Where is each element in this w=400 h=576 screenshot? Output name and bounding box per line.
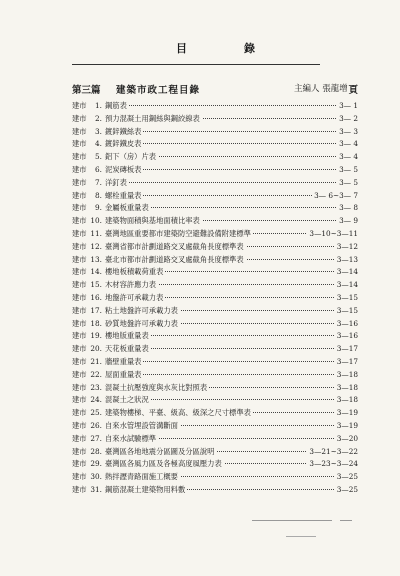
entry-title: 木材容許應力表 (105, 279, 158, 292)
entry-prefix: 建市 (72, 280, 87, 290)
entry-prefix: 建市 (72, 459, 87, 469)
toc-entry[interactable] (72, 394, 358, 407)
footer-rule-short (340, 520, 352, 521)
entry-prefix: 建市 (72, 152, 87, 162)
toc-entry[interactable] (72, 330, 358, 343)
entry-prefix: 建市 (72, 331, 87, 341)
toc-entry[interactable] (72, 446, 358, 459)
entry-title: 鍍鋅鐵絲表 (105, 126, 143, 139)
entry-prefix: 建市 (72, 164, 87, 174)
entry-number: 4. (95, 139, 102, 149)
entry-page: 3— 5 (337, 164, 358, 177)
entry-number: 31. (90, 484, 102, 494)
section-title: 建築市政工程目錄 (116, 85, 201, 96)
toc-entry[interactable] (72, 126, 358, 139)
entry-page: 3— 3 (337, 126, 358, 139)
entry-prefix: 建市 (72, 420, 87, 430)
entry-number: 16. (90, 292, 102, 302)
entry-prefix: 建市 (72, 472, 87, 482)
entry-title: 砂質地盤許可承載力表 (105, 318, 180, 331)
entry-number: 20. (90, 344, 102, 354)
entry-number: 11. (90, 228, 102, 238)
toc-entry[interactable] (72, 318, 358, 331)
entry-title: 鋼筋表 (105, 100, 129, 113)
toc-entry[interactable] (72, 228, 358, 241)
entry-page: 3—15 (335, 305, 358, 318)
entry-title: 金屬板重量表 (105, 202, 151, 215)
entry-page: 3—18 (335, 394, 358, 407)
entry-title: 鍍鋅鐵皮表 (105, 138, 143, 151)
toc-entry[interactable] (72, 177, 358, 190)
entry-number: 7. (95, 177, 102, 187)
toc-entry[interactable] (72, 202, 358, 215)
entry-prefix: 建市 (72, 241, 87, 251)
entry-number: 12. (90, 241, 102, 251)
entry-title: 鋼筋混凝土建築物用料數 (105, 484, 187, 497)
toc-entry[interactable] (72, 369, 358, 382)
dot-leader (105, 182, 340, 183)
toc-entry[interactable] (72, 382, 358, 395)
entry-number: 22. (90, 369, 102, 379)
header-divider (72, 64, 320, 65)
entry-prefix: 建市 (72, 254, 87, 264)
toc-entry[interactable] (72, 292, 358, 305)
entry-title: 混凝土抗壓強度與水灰比對照表 (105, 382, 209, 395)
entry-prefix: 建市 (72, 126, 87, 136)
toc-entry[interactable] (72, 471, 358, 484)
toc-entry[interactable] (72, 407, 358, 420)
entry-page: 3— 8 (337, 202, 358, 215)
entry-page: 3—12 (335, 241, 358, 254)
entry-number: 24. (90, 395, 102, 405)
toc-entry[interactable] (72, 254, 358, 267)
toc-entry[interactable] (72, 484, 358, 497)
toc-header (0, 40, 400, 60)
entry-number: 2. (95, 113, 102, 123)
entry-number: 13. (90, 254, 102, 264)
entry-number: 25. (90, 408, 102, 418)
entry-page: 3—25 (335, 484, 358, 497)
entry-prefix: 建市 (72, 203, 87, 213)
entry-prefix: 建市 (72, 190, 87, 200)
entry-title: 泥炭磚板表 (105, 164, 143, 177)
entry-title: 屋面重量表 (105, 369, 143, 382)
entry-number: 19. (90, 331, 102, 341)
entry-page: 3—18 (335, 369, 358, 382)
toc-entry[interactable] (72, 356, 358, 369)
entry-prefix: 建市 (72, 292, 87, 302)
entry-prefix: 建市 (72, 177, 87, 187)
entry-page: 3—20 (335, 433, 358, 446)
entry-number: 28. (90, 446, 102, 456)
entry-title: 樓地板積載荷重表 (105, 266, 165, 279)
toc-entry[interactable] (72, 266, 358, 279)
toc-entry[interactable] (72, 190, 358, 203)
toc-entry[interactable] (72, 113, 358, 126)
entry-title: 臺灣省都市計劃道路交叉處截角長度標準表 (105, 241, 246, 254)
entry-title: 樓地版重量表 (105, 330, 151, 343)
entry-page: 3— 9 (337, 215, 358, 228)
section-page-label: 頁 (348, 85, 358, 96)
entry-title: 臺北市都市計劃道路交叉處截角長度標準表 (105, 254, 246, 267)
entry-number: 18. (90, 318, 102, 328)
entry-title: 自來水試驗標準 (105, 433, 158, 446)
entry-title: 混凝土之狀況 (105, 394, 151, 407)
entry-prefix: 建市 (72, 318, 87, 328)
entry-prefix: 建市 (72, 305, 87, 315)
toc-entry[interactable] (72, 215, 358, 228)
entry-page: 3— 4 (337, 151, 358, 164)
entry-prefix: 建市 (72, 408, 87, 418)
toc-entry[interactable] (72, 433, 358, 446)
entry-number: 15. (90, 280, 102, 290)
entry-page: 3—10~3—11 (307, 228, 358, 241)
header-char-1: 目 (176, 42, 187, 55)
entry-title: 洋釘表 (105, 177, 129, 190)
entry-number: 6. (95, 164, 102, 174)
entry-page: 3— 5 (337, 177, 358, 190)
toc-entry[interactable] (72, 164, 358, 177)
entry-title: 天花板重量表 (105, 343, 151, 356)
entry-number: 3. (95, 126, 102, 136)
entry-prefix: 建市 (72, 382, 87, 392)
entry-page: 3—16 (335, 318, 358, 331)
entry-page: 3—14 (335, 266, 358, 279)
entry-page: 3—21~3—22 (307, 446, 358, 459)
toc-entry[interactable] (72, 138, 358, 151)
entry-prefix: 建市 (72, 446, 87, 456)
entry-number: 27. (90, 433, 102, 443)
section-heading (72, 82, 358, 98)
entry-page: 3—25 (335, 471, 358, 484)
entry-page: 3—18 (335, 382, 358, 395)
entry-number: 17. (90, 305, 102, 315)
entry-title: 牆壁重量表 (105, 356, 143, 369)
section-number: 第三篇 (72, 85, 101, 96)
footer-rule-lower (286, 536, 316, 537)
entry-number: 14. (90, 267, 102, 277)
toc-entry[interactable] (72, 343, 358, 356)
entry-number: 23. (90, 382, 102, 392)
entry-title: 粘土地盤許可承載力表 (105, 305, 180, 318)
entry-page: 3—14 (335, 279, 358, 292)
entry-page: 3— 4 (337, 138, 358, 151)
entry-title: 建築物樓梯、平臺、級高、級深之尺寸標準表 (105, 407, 253, 420)
entry-prefix: 建市 (72, 101, 87, 110)
entry-page: 3—19 (335, 407, 358, 420)
toc-entry[interactable] (72, 100, 358, 113)
entry-number: 8. (95, 190, 102, 200)
section-editor: 主編人 張龍增 (294, 84, 348, 94)
entry-title: 預力混凝土用鋼絲與鋼絞線表 (105, 113, 202, 126)
toc-entry[interactable] (72, 151, 358, 164)
entry-page: 3—19 (335, 420, 358, 433)
entry-number: 30. (90, 472, 102, 482)
entry-prefix: 建市 (72, 433, 87, 443)
entry-title: 熱拌瀝青路面施工概要 (105, 471, 180, 484)
entry-number: 29. (90, 459, 102, 469)
entry-title: 螺栓重量表 (105, 190, 143, 203)
entry-title: 建築物面積與基地面積比率表 (105, 215, 202, 228)
entry-prefix: 建市 (72, 228, 87, 238)
entry-number: 9. (95, 203, 102, 213)
entry-prefix: 建市 (72, 484, 87, 494)
toc-entry[interactable] (72, 241, 358, 254)
entry-title: 臺灣區各風力區及各極高度風壓力表 (105, 458, 224, 471)
entry-prefix: 建市 (72, 395, 87, 405)
entry-number: 21. (90, 356, 102, 366)
entry-number: 1. (95, 101, 102, 110)
entry-prefix: 建市 (72, 344, 87, 354)
toc-list (72, 100, 358, 497)
entry-prefix: 建市 (72, 113, 87, 123)
header-char-2: 錄 (244, 42, 255, 55)
entry-title: 地盤許可承載力表 (105, 292, 165, 305)
entry-prefix: 建市 (72, 139, 87, 149)
entry-title: 臺灣區各地地震分區圖及分區說明 (105, 446, 216, 459)
entry-prefix: 建市 (72, 267, 87, 277)
entry-prefix: 建市 (72, 216, 87, 226)
entry-number: 5. (95, 152, 102, 162)
entry-title: 自來水管埋設管溝斷面 (105, 420, 180, 433)
entry-prefix: 建市 (72, 356, 87, 366)
entry-page: 3— 6~3— 7 (312, 190, 358, 203)
toc-entry[interactable] (72, 305, 358, 318)
toc-entry[interactable] (72, 279, 358, 292)
entry-page: 3—13 (335, 254, 358, 267)
toc-entry[interactable] (72, 458, 358, 471)
entry-number: 10. (90, 216, 102, 226)
entry-page: 3— 1 (337, 100, 358, 113)
entry-prefix: 建市 (72, 369, 87, 379)
entry-page: 3—17 (335, 356, 358, 369)
toc-entry[interactable] (72, 420, 358, 433)
entry-title: 臺灣地區重要都市建築防空避難設備附建標準 (105, 228, 253, 241)
dot-leader (105, 105, 340, 106)
entry-page: 3—15 (335, 292, 358, 305)
footer-rule (252, 520, 332, 521)
entry-page: 3—17 (335, 343, 358, 356)
entry-page: 3—23~3—24 (307, 458, 358, 471)
entry-title: 鋁下（房）片表 (105, 151, 158, 164)
entry-page: 3— 2 (337, 113, 358, 126)
entry-number: 26. (90, 420, 102, 430)
entry-page: 3—16 (335, 330, 358, 343)
